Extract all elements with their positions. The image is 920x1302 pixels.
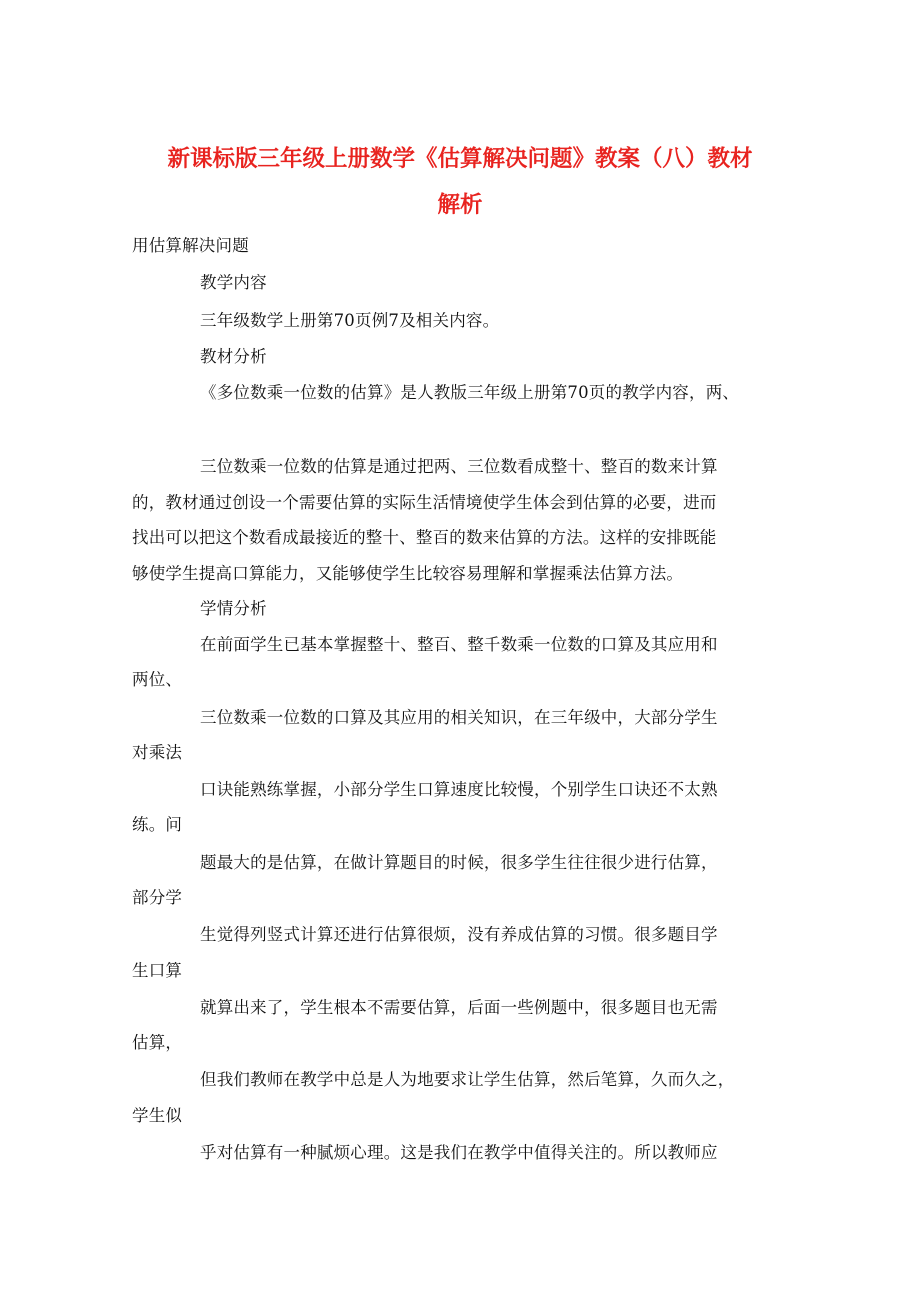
paragraph-line: 口诀能熟练掌握，小部分学生口算速度比较慢，个别学生口诀还不太熟	[200, 780, 718, 799]
paragraph-line: 找出可以把这个数看成最接近的整十、整百的数来估算的方法。这样的安排既能	[132, 528, 717, 547]
paragraph-line: 两位、	[132, 670, 183, 689]
document-title-line-1: 新课标版三年级上册数学《估算解决问题》教案（八）教材	[167, 146, 753, 172]
paragraph-line: 就算出来了，学生根本不需要估算，后面一些例题中，很多题目也无需	[200, 998, 718, 1017]
paragraph-line: 的，教材通过创设一个需要估算的实际生活情境使学生体会到估算的必要，进而	[132, 493, 717, 512]
paragraph-line: 够使学生提高口算能力，又能够使学生比较容易理解和掌握乘法估算方法。	[132, 564, 684, 583]
paragraph-line: 题最大的是估算，在做计算题目的时候，很多学生往往很少进行估算，	[200, 853, 718, 872]
paragraph-line: 三年级数学上册第70页例7及相关内容。	[200, 311, 500, 330]
subheading-student-analysis: 学情分析	[200, 599, 267, 618]
paragraph-line: 但我们教师在教学中总是人为地要求让学生估算，然后笔算，久而久之，	[200, 1070, 735, 1089]
paragraph-line: 三位数乘一位数的口算及其应用的相关知识，在三年级中，大部分学生	[200, 708, 718, 727]
paragraph-line: 估算，	[132, 1033, 183, 1052]
paragraph-line: 生口算	[132, 961, 183, 980]
paragraph-line: 乎对估算有一种腻烦心理。这是我们在教学中值得关注的。所以教师应	[200, 1143, 718, 1162]
section-heading: 用估算解决问题	[132, 236, 249, 255]
subheading-teaching-content: 教学内容	[200, 273, 267, 292]
paragraph-line: 生觉得列竖式计算还进行估算很烦，没有养成估算的习惯。很多题目学	[200, 925, 718, 944]
paragraph-line: 练。问	[132, 815, 183, 834]
paragraph-line: 部分学	[132, 888, 183, 907]
paragraph-line: 三位数乘一位数的估算是通过把两、三位数看成整十、整百的数来计算	[200, 457, 718, 476]
subheading-textbook-analysis: 教材分析	[200, 347, 267, 366]
paragraph-line: 在前面学生已基本掌握整十、整百、整千数乘一位数的口算及其应用和	[200, 635, 718, 654]
document-title-line-2: 解析	[437, 192, 483, 218]
paragraph-line: 对乘法	[132, 743, 183, 762]
paragraph-line: 《多位数乘一位数的估算》是人教版三年级上册第70页的教学内容，两、	[200, 383, 740, 402]
paragraph-line: 学生似	[132, 1106, 183, 1125]
